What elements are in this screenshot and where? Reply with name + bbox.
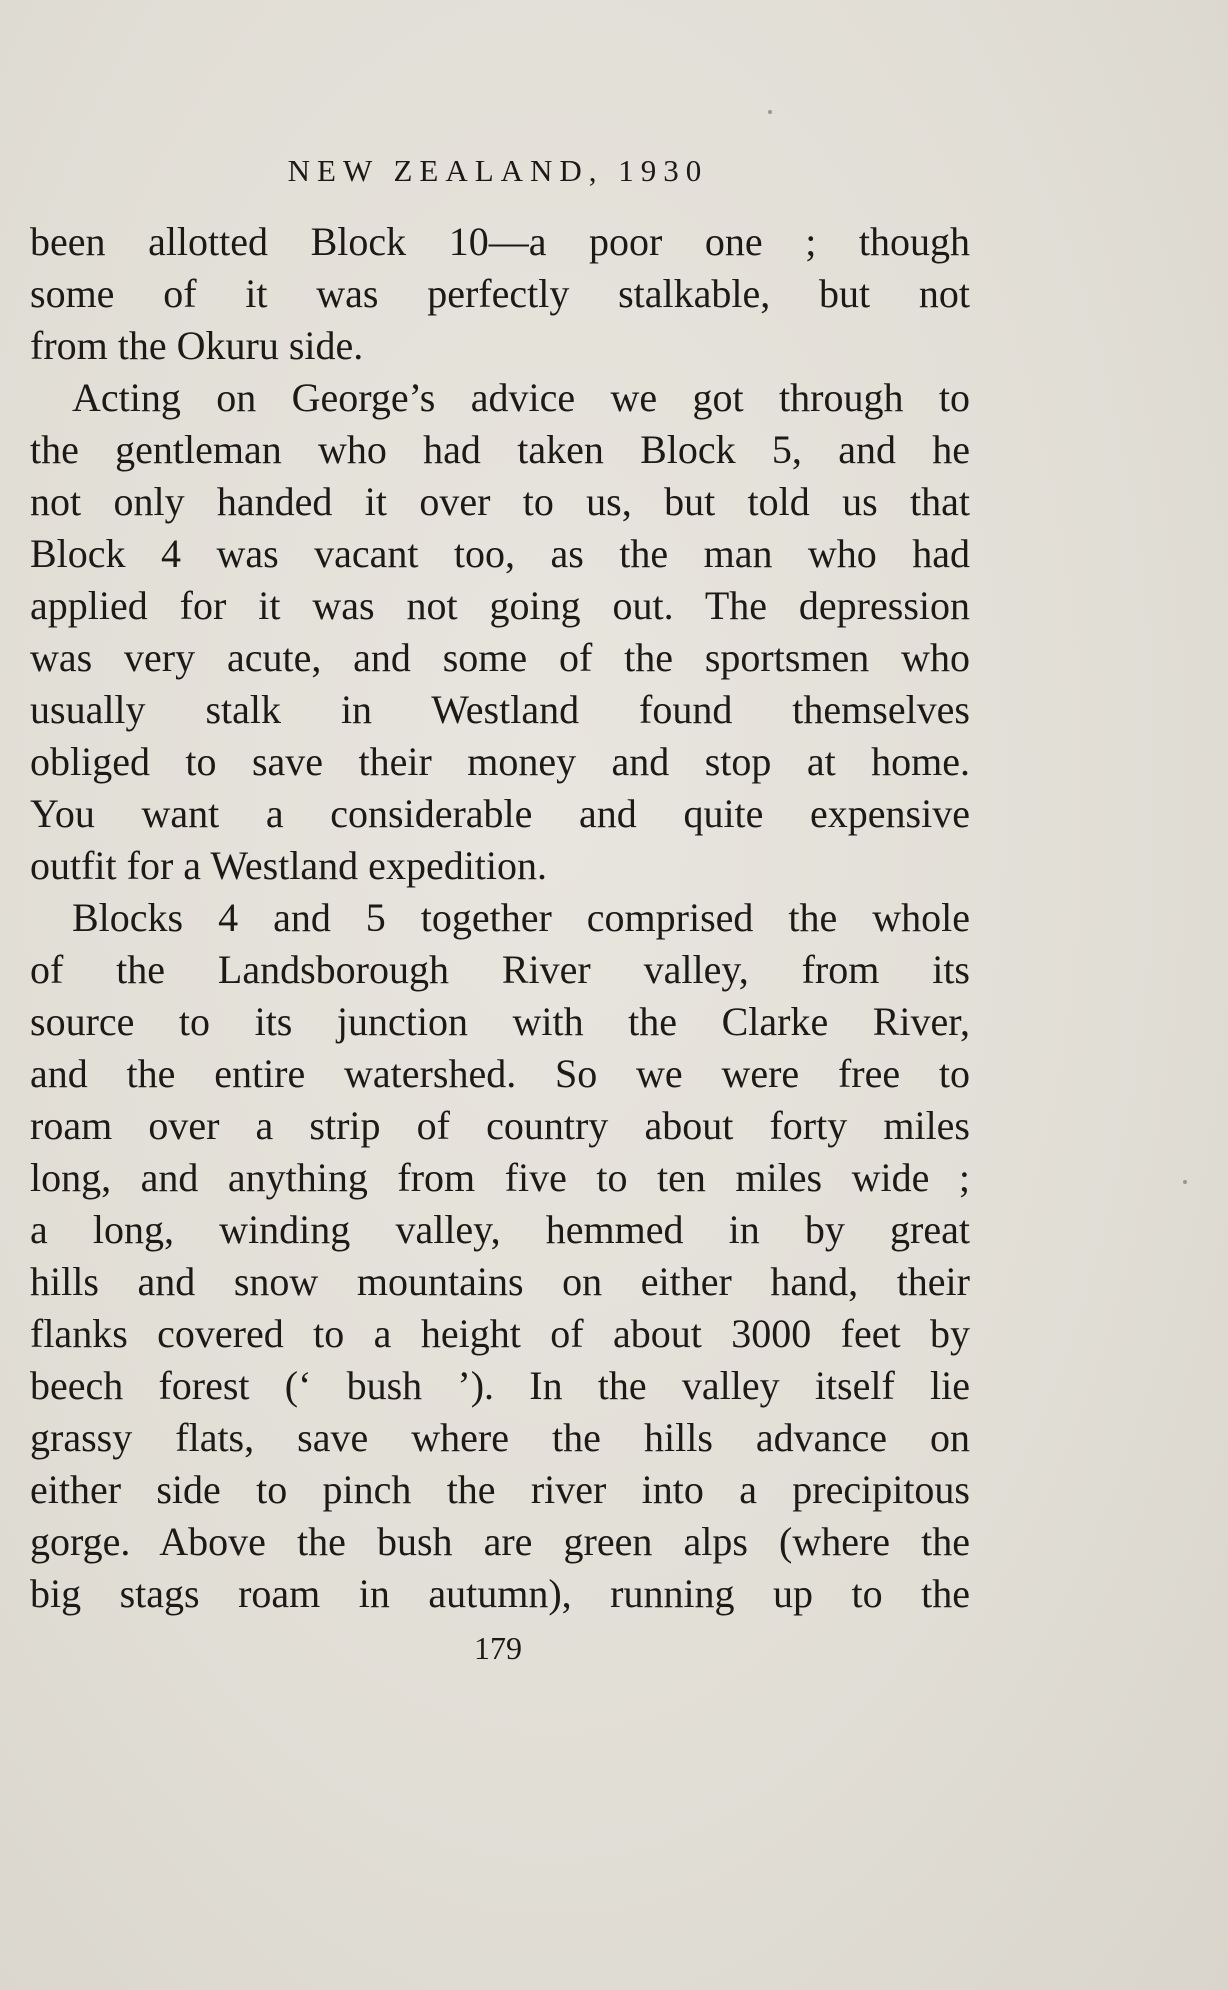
page-number: 179 — [474, 1630, 522, 1666]
text-line: outfit for a Westland expedition. — [30, 843, 548, 888]
text-line: gorge. Above the bush are green alps (where the — [30, 1519, 970, 1564]
text-line: not only handed it over to us, but told us that — [30, 479, 970, 524]
text-line: some of it was perfectly stalkable, but not — [30, 271, 970, 316]
paragraph — [30, 372, 970, 892]
paper-speck — [1183, 1180, 1187, 1184]
text-line: big stags roam in autumn), running up to the — [30, 1571, 970, 1616]
text-line: applied for it was not going out. The depression — [30, 583, 970, 628]
text-line: beech forest (‘ bush ’). In the valley itself lie — [30, 1363, 970, 1408]
text-line: from the Okuru side. — [30, 323, 364, 368]
text-line: usually stalk in Westland found themselves — [30, 687, 970, 732]
text-line: and the entire watershed. So we were free to — [30, 1051, 970, 1096]
text-line: been allotted Block 10—a poor one ; though — [30, 219, 970, 264]
paper-speck — [768, 110, 772, 114]
text-line: of the Landsborough River valley, from its — [30, 947, 970, 992]
text-line: was very acute, and some of the sportsmen who — [30, 635, 970, 680]
text-line: grassy flats, save where the hills advance on — [30, 1415, 970, 1460]
text-line: You want a considerable and quite expensive — [30, 791, 970, 836]
running-head: NEW ZEALAND, 1930 — [287, 153, 709, 188]
text-line: flanks covered to a height of about 3000 feet by — [30, 1311, 970, 1356]
text-line: Blocks 4 and 5 together comprised the whole — [72, 895, 970, 940]
text-line: Acting on George’s advice we got through to — [72, 375, 970, 420]
text-line: obliged to save their money and stop at home. — [30, 739, 970, 784]
text-line: a long, winding valley, hemmed in by great — [30, 1207, 970, 1252]
text-line: hills and snow mountains on either hand, their — [30, 1259, 970, 1304]
paragraph — [30, 892, 970, 1620]
text-line: roam over a strip of country about forty miles — [30, 1103, 970, 1148]
text-line: the gentleman who had taken Block 5, and he — [30, 427, 970, 472]
text-line: source to its junction with the Clarke River, — [30, 999, 970, 1044]
body-text — [30, 216, 970, 1620]
text-line: long, and anything from five to ten miles wide ; — [30, 1155, 970, 1200]
text-line: Block 4 was vacant too, as the man who had — [30, 531, 970, 576]
paragraph — [30, 216, 970, 372]
text-line: either side to pinch the river into a precipitous — [30, 1467, 970, 1512]
